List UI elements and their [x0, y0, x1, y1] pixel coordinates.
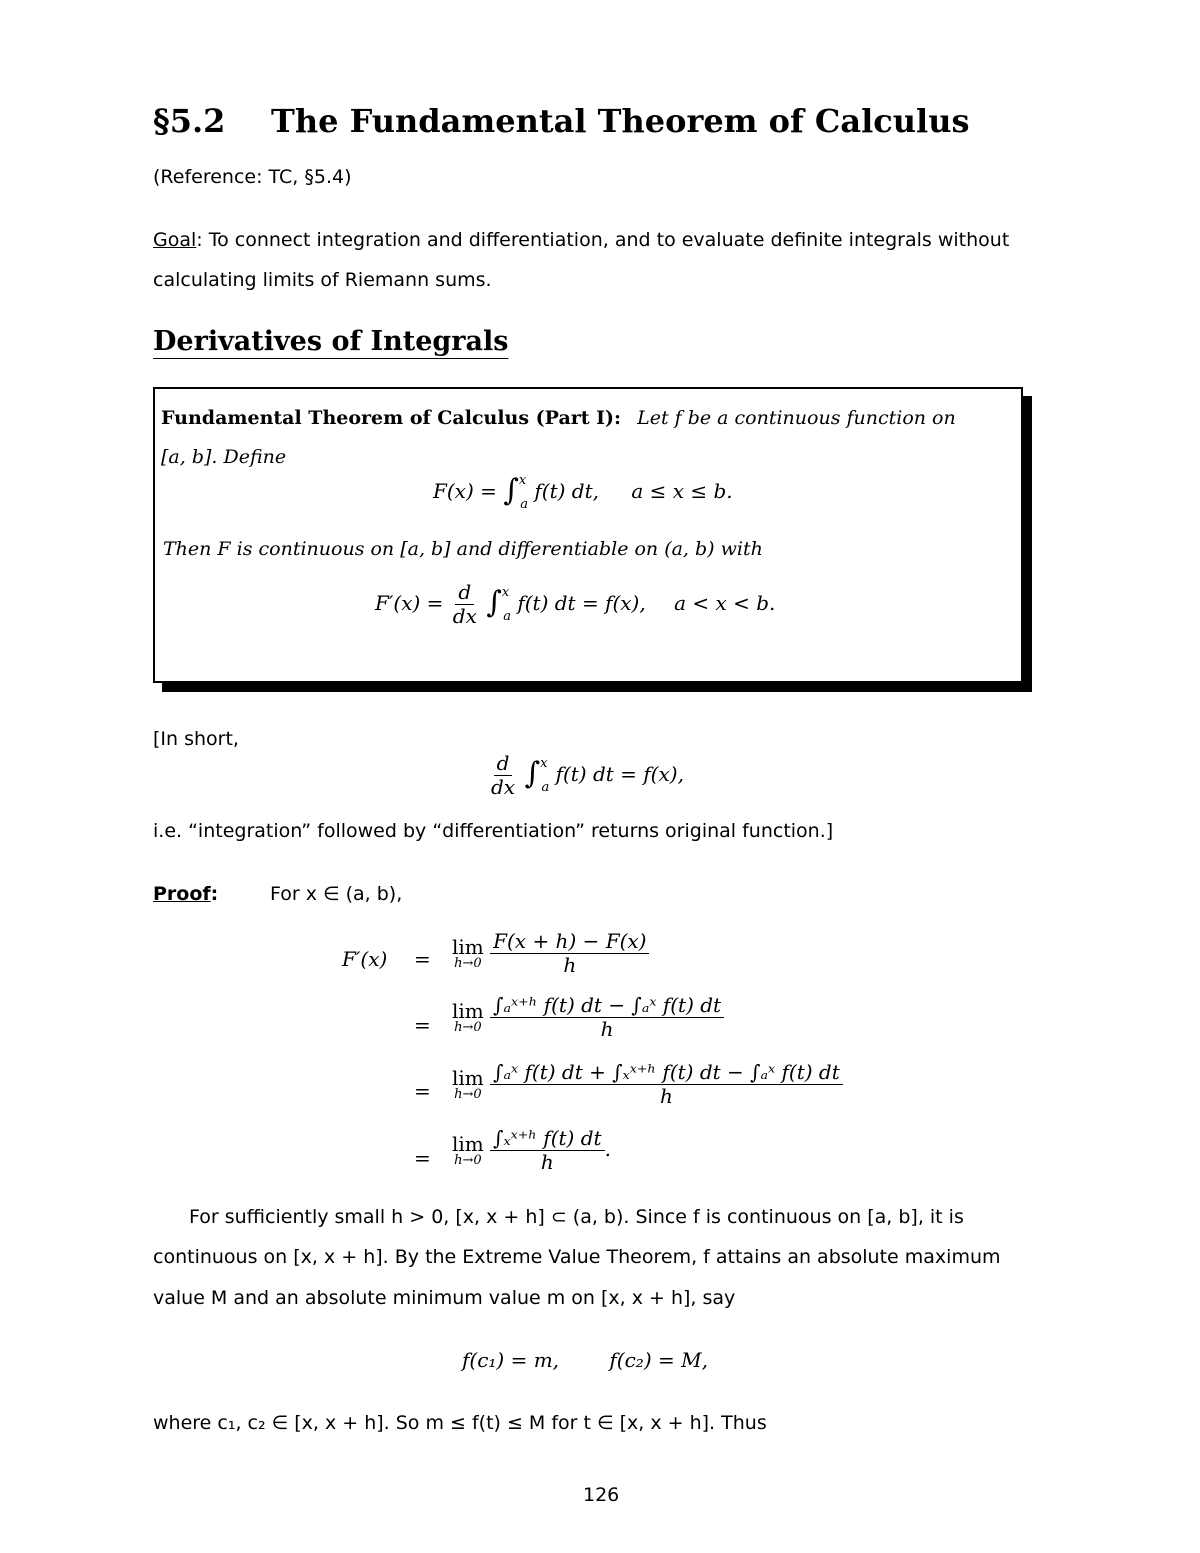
section-heading	[153, 102, 969, 140]
paragraph-line-3: value M and an absolute minimum value m on [x, x + h], say	[153, 1287, 736, 1309]
frac-num: ∫ₐˣ⁺ʰ f(t) dt − ∫ₐˣ f(t) dt	[490, 994, 724, 1018]
deriv-integrand: f(t) dt = f(x),	[517, 591, 646, 615]
step-fraction	[490, 930, 649, 977]
theorem-heading: Fundamental Theorem of Calculus (Part I):	[161, 407, 622, 429]
step-fraction	[490, 1061, 843, 1108]
section-number: §5.2	[153, 102, 226, 140]
frac-num: d	[494, 752, 513, 776]
deriv-condition: a < x < b.	[674, 591, 776, 615]
limit-operator	[452, 1068, 484, 1101]
d-dx-fraction	[488, 752, 518, 799]
section-title: The Fundamental Theorem of Calculus	[271, 102, 970, 140]
eq-min: f(c₁) = m,	[462, 1348, 560, 1372]
equals-sign: =	[414, 1079, 431, 1103]
frac-num: ∫ₐˣ f(t) dt + ∫ₓˣ⁺ʰ f(t) dt − ∫ₐˣ f(t) dt	[490, 1061, 843, 1085]
proof-colon: :	[210, 883, 219, 905]
step-fraction	[490, 1127, 604, 1174]
derivative-equation	[375, 581, 775, 628]
frac-den: dx	[452, 604, 477, 628]
eq-max: f(c₂) = M,	[609, 1348, 708, 1372]
limit-operator	[452, 1134, 484, 1167]
integral-sign: ∫	[503, 473, 519, 508]
paragraph-line-4: where c₁, c₂ ∈ [x, x + h]. So m ≤ f(t) ≤ M for t ∈ [x, x + h]. Thus	[153, 1412, 767, 1434]
frac-den: h	[540, 1150, 554, 1174]
d-dx-fraction	[450, 581, 480, 628]
lim-sub: h→0	[454, 1020, 482, 1035]
def-upper-limit: x	[518, 473, 527, 488]
step-fraction	[490, 994, 724, 1041]
short-closing: i.e. “integration” followed by “differentiation” returns original function.]	[153, 820, 834, 842]
integral-sign: ∫	[486, 585, 502, 620]
short-integrand: f(t) dt = f(x),	[555, 762, 684, 786]
goal-paragraph	[153, 229, 1009, 251]
proof-label	[153, 883, 218, 905]
short-lower-limit: a	[541, 780, 550, 795]
theorem-box	[153, 387, 1023, 683]
proof-step-1	[452, 930, 649, 977]
page-number: 126	[583, 1484, 620, 1506]
theorem-then-line: Then F is continuous on [a, b] and differentiable on (a, b) with	[163, 538, 763, 560]
theorem-statement-line2: [a, b]. Define	[161, 446, 287, 468]
lim-sub: h→0	[454, 1153, 482, 1168]
frac-den: h	[563, 953, 577, 977]
proof-intro: For x ∈ (a, b),	[270, 883, 403, 905]
short-upper-limit: x	[540, 756, 548, 771]
lim-text: lim	[452, 1132, 484, 1156]
lim-text: lim	[452, 999, 484, 1023]
lim-text: lim	[452, 1066, 484, 1090]
frac-num: ∫ₓˣ⁺ʰ f(t) dt	[490, 1127, 604, 1151]
subsection-heading: Derivatives of Integrals	[153, 326, 509, 357]
frac-num: d	[455, 581, 474, 605]
frac-den: h	[660, 1084, 673, 1108]
frac-num: F(x + h) − F(x)	[490, 930, 649, 954]
reference-note: (Reference: TC, §5.4)	[153, 166, 352, 188]
lim-sub: h→0	[454, 956, 482, 971]
theorem-statement-line1: Let f be a continuous function on	[637, 407, 956, 429]
proof-label-text: Proof	[153, 883, 211, 905]
integral-sign: ∫	[524, 756, 541, 791]
proof-step-2	[452, 994, 724, 1041]
frac-den: dx	[491, 775, 516, 799]
paragraph-line-1: For sufficiently small h > 0, [x, x + h] ⊂ (a, b). Since f is continuous on [a, b], it is	[189, 1206, 964, 1228]
proof-step-3	[452, 1061, 843, 1108]
proof-step-4	[452, 1127, 611, 1174]
goal-label: Goal	[153, 229, 197, 251]
short-equation	[488, 752, 684, 799]
lim-text: lim	[452, 935, 484, 959]
def-condition: a ≤ x ≤ b.	[631, 479, 733, 503]
equals-sign: =	[414, 1013, 431, 1037]
short-intro: [In short,	[153, 728, 239, 750]
equals-sign: =	[414, 947, 431, 971]
proof-lhs: F′(x)	[342, 947, 388, 971]
goal-text-line2: calculating limits of Riemann sums.	[153, 269, 492, 291]
def-integrand: f(t) dt,	[534, 479, 599, 503]
theorem-first-line	[161, 407, 956, 429]
goal-text-line1: : To connect integration and differentiation, and to evaluate definite integrals without	[196, 229, 1010, 251]
paragraph-line-2: continuous on [x, x + h]. By the Extreme Value Theorem, f attains an absolute maximum	[153, 1246, 1001, 1268]
deriv-lower-limit: a	[503, 609, 511, 624]
def-lower-limit: a	[520, 497, 528, 512]
frac-den: h	[600, 1017, 614, 1041]
def-lhs: F(x) =	[433, 479, 497, 503]
extreme-values-equation	[462, 1348, 708, 1372]
deriv-upper-limit: x	[501, 585, 510, 600]
limit-operator	[452, 937, 484, 970]
equals-sign: =	[414, 1146, 431, 1170]
deriv-lhs: F′(x) =	[375, 591, 444, 615]
definition-equation	[433, 471, 733, 512]
trailing-period: .	[604, 1137, 611, 1161]
lim-sub: h→0	[454, 1087, 482, 1102]
limit-operator	[452, 1001, 484, 1034]
